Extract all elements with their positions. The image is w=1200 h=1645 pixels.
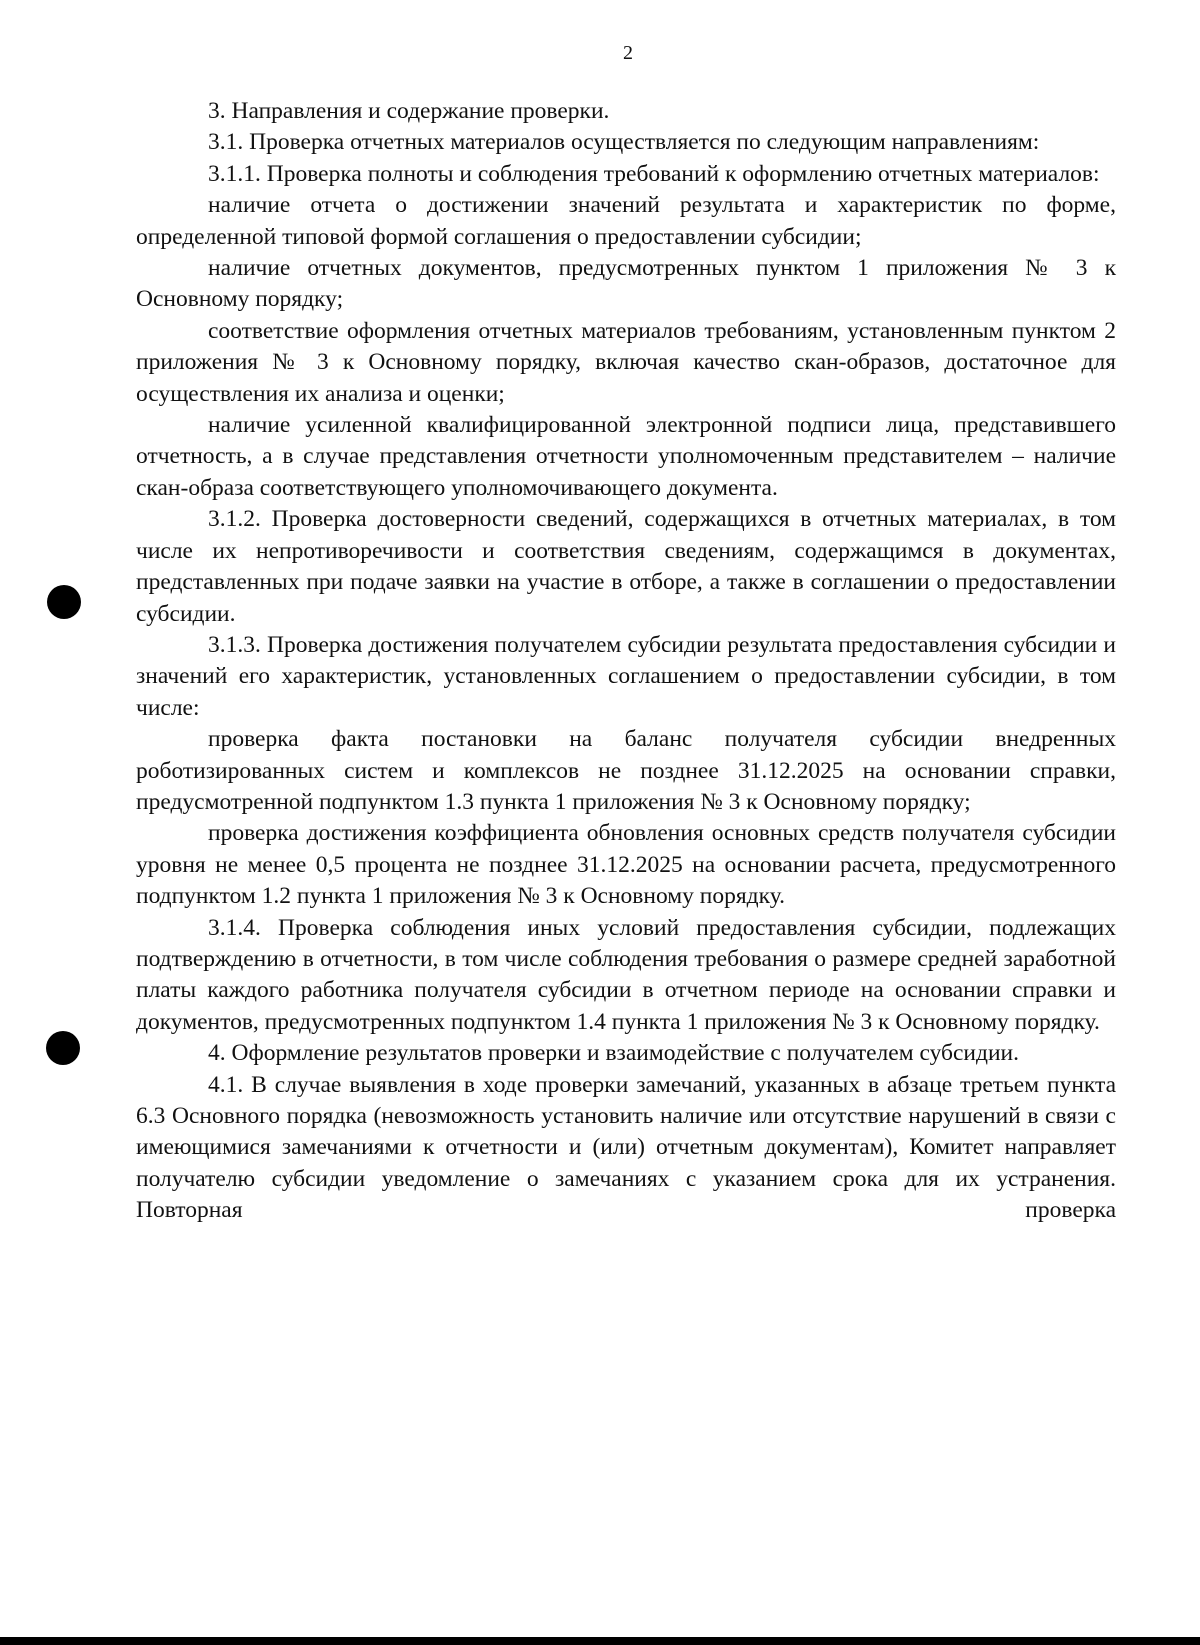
paragraph-3-1-4: 3.1.4. Проверка соблюдения иных условий предоставления субсидии, подлежащих подтверждению в отчетности, в том числе соблюдения требования о размере средней заработной платы каждого работника получателя субсидии в отчетном периоде на основании справки и документов, предусмотренных подпунктом 1.4 пункта 1 приложения № 3 к Основному порядку.	[136, 914, 1116, 1035]
paragraph-balance-check: проверка факта постановки на баланс получателя субсидии внедренных роботизированных систем и комплексов не позднее 31.12.2025 на основании справки, предусмотренной подпунктом 1.3 пункта 1 приложения № 3 к Основному порядку;	[136, 726, 1116, 815]
paragraph-signature: наличие усиленной квалифицированной электронной подписи лица, представившего отчетность, а в случае представления отчетности уполномоченным представителем – наличие скан-образа соответствующего уполномочивающего документа.	[136, 412, 1116, 501]
document-body	[136, 96, 1116, 1227]
paragraph-3-1: 3.1. Проверка отчетных материалов осуществляется по следующим направлениям:	[208, 129, 1040, 156]
paragraph-documents-presence: наличие отчетных документов, предусмотренных пунктом 1 приложения № 3 к Основному порядку;	[136, 255, 1116, 313]
paragraph-3-1-3: 3.1.3. Проверка достижения получателем субсидии результата предоставления субсидии и значений его характеристик, установленных соглашением о предоставлении субсидии, в том числе:	[136, 631, 1116, 721]
scan-bottom-edge	[0, 1637, 1200, 1645]
section-heading-4: 4. Оформление результатов проверки и взаимодействие с получателем субсидии.	[208, 1040, 1019, 1067]
paragraph-4-1: 4.1. В случае выявления в ходе проверки замечаний, указанных в абзаце третьем пункта 6.3 Основного порядка (невозможность установить наличие или отсутствие нарушений в связи с имеющимися замечаниями к отчетности и (или) отчетным документам), Комитет направляет получателю субсидии уведомление о замечаниях с указанием срока для их устранения. Повторная проверка	[136, 1071, 1116, 1224]
paragraph-3-1-2: 3.1.2. Проверка достоверности сведений, содержащихся в отчетных материалах, в том числе их непротиворечивости и соответствия сведениям, содержащимся в документах, представленных при подаче заявки на участие в отборе, а также в соглашении о предоставлении субсидии.	[136, 506, 1116, 627]
section-heading-3: 3. Направления и содержание проверки.	[208, 98, 610, 124]
paragraph-coefficient-check: проверка достижения коэффициента обновления основных средств получателя субсидии уровня не менее 0,5 процента не позднее 31.12.2025 на основании расчета, предусмотренного подпунктом 1.2 пункта 1 приложения № 3 к Основному порядку.	[136, 820, 1116, 910]
punch-hole	[47, 585, 81, 619]
paragraph-compliance: соответствие оформления отчетных материалов требованиям, установленным пунктом 2 приложения № 3 к Основному порядку, включая качество скан-образов, достаточное для осуществления их анализа и оценки;	[136, 317, 1116, 407]
paragraph-3-1-1: 3.1.1. Проверка полноты и соблюдения требований к оформлению отчетных материалов:	[208, 160, 1100, 187]
punch-hole	[46, 1031, 80, 1065]
page-number: 2	[623, 42, 633, 64]
paragraph-report-presence: наличие отчета о достижении значений результата и характеристик по форме, определенной типовой формой соглашения о предоставлении субсидии;	[136, 192, 1116, 250]
